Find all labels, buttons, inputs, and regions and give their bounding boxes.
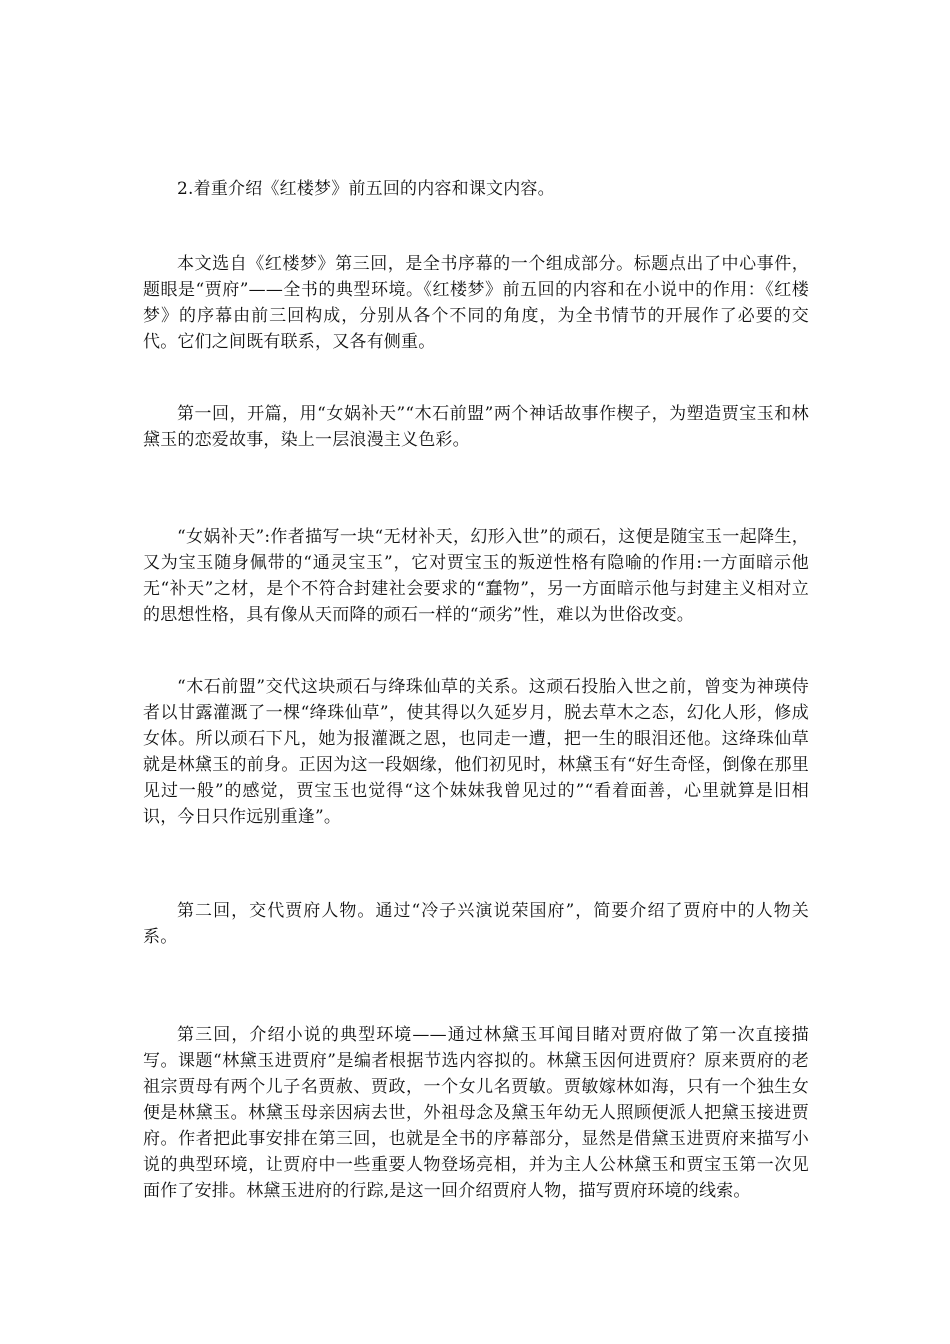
paragraph-chapter-two: 第二回，交代贾府人物。通过“冷子兴演说荣国府”，简要介绍了贾府中的人物关系。 — [143, 901, 809, 947]
paragraph-mushi: “木石前盟”交代这块顽石与绛珠仙草的关系。这顽石投胎入世之前，曾变为神瑛侍者以甘露灌溉了一棵“绛珠仙草”，使其得以久延岁月，脱去草木之态，幻化人形，修成女体。所以顽石下凡，她为报灌溉之恩，也同走一遭，把一生的眼泪还他。这绛珠仙草就是林黛玉的前身。正因为这一段姻缘，他们初见时，林黛玉有“好生奇怪，倒像在那里见过一般”的感觉，贾宝玉也觉得“这个妹妹我曾见过的”“看着面善，心里就算是旧相识，今日只作远别重逢”。 — [143, 677, 809, 827]
section-heading: 2.着重介绍《红楼梦》前五回的内容和课文内容。 — [177, 179, 555, 199]
paragraph-nuwa: “女娲补天”:作者描写一块“无材补天，幻形入世”的顽石，这便是随宝玉一起降生，又为宝玉随身佩带的“通灵宝玉”，它对贾宝玉的叛逆性格有隐喻的作用:一方面暗示他无“补天”之材，是个不符合封建社会要求的“蠢物”，另一方面暗示他与封建主义相对立的思想性格，具有像从天而降的顽石一样的“顽劣”性，难以为世俗改变。 — [143, 527, 809, 625]
paragraph-chapter-one: 第一回，开篇，用“女娲补天”“木石前盟”两个神话故事作楔子，为塑造贾宝玉和林黛玉的恋爱故事，染上一层浪漫主义色彩。 — [143, 404, 809, 450]
paragraph-chapter-three: 第三回，介绍小说的典型环境——通过林黛玉耳闻目睹对贾府做了第一次直接描写。课题“林黛玉进贾府”是编者根据节选内容拟的。林黛玉因何进贾府？原来贾府的老祖宗贾母有两个儿子名贾赦、贾政，一个女儿名贾敏。贾敏嫁林如海，只有一个独生女便是林黛玉。林黛玉母亲因病去世，外祖母念及黛玉年幼无人照顾便派人把黛玉接进贾府。作者把此事安排在第三回，也就是全书的序幕部分，显然是借黛玉进贾府来描写小说的典型环境，让贾府中一些重要人物登场亮相，并为主人公林黛玉和贾宝玉第一次见面作了安排。林黛玉进府的行踪,是这一回介绍贾府人物，描写贾府环境的线索。 — [143, 1025, 809, 1201]
paragraph-intro: 本文选自《红楼梦》第三回，是全书序幕的一个组成部分。标题点出了中心事件，题眼是“贾府”——全书的典型环境。《红楼梦》前五回的内容和在小说中的作用：《红楼梦》的序幕由前三回构成，分别从各个不同的角度，为全书情节的开展作了必要的交代。它们之间既有联系，又各有侧重。 — [143, 254, 809, 352]
